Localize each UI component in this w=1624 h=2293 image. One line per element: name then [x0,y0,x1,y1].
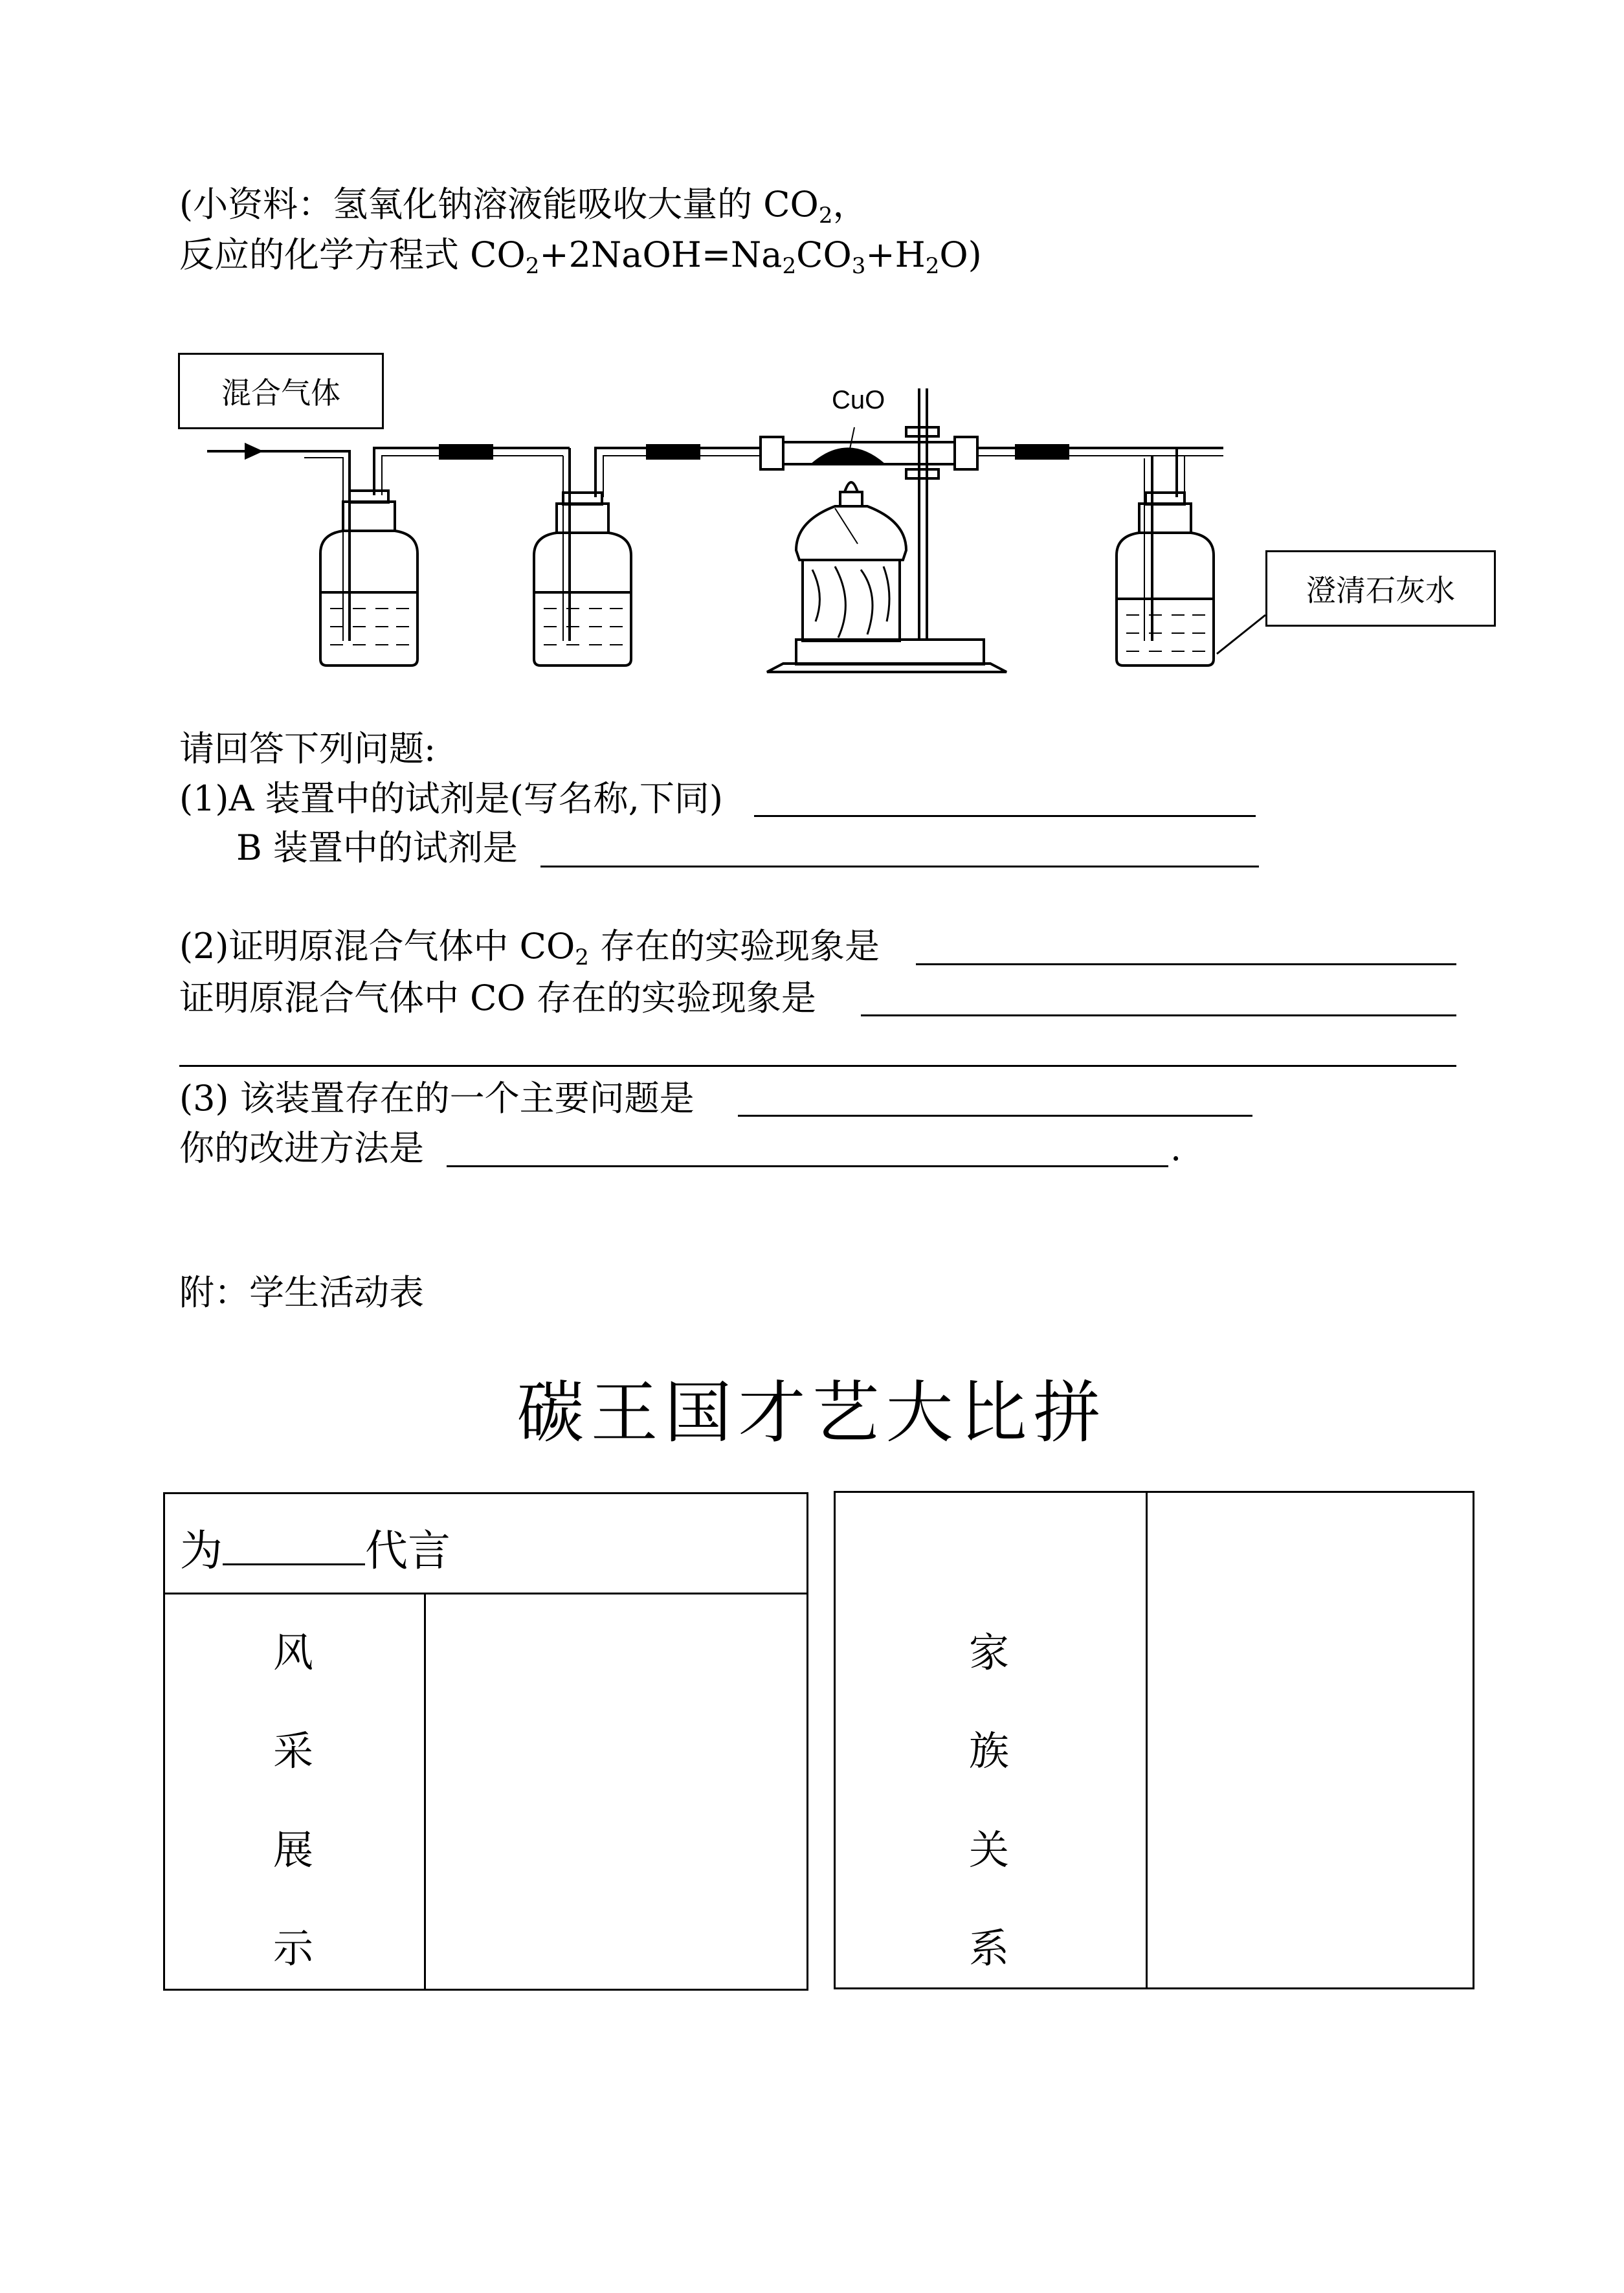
side-char: 风 [273,1629,313,1676]
combustion-tube [761,427,977,469]
answer-blank-3b[interactable] [447,1165,1168,1167]
answer-blank-2c[interactable] [179,1065,1456,1067]
side-char: 系 [968,1925,1009,1972]
answer-blank-2b[interactable] [861,1014,1456,1016]
question-3b [179,1128,424,1169]
answer-blank-2a[interactable] [916,963,1456,965]
subscript: 3 [851,253,866,279]
subscript: 2 [575,945,589,970]
subscript: 2 [925,253,940,279]
limewater-label: 澄清石灰水 [1265,550,1496,627]
side-char: 族 [968,1727,1009,1774]
showcase-content-cell[interactable] [427,1596,806,1987]
bottle-b [534,448,647,666]
arrow-head-icon [246,445,260,458]
question-text: B 装置中的试剂是 [236,827,518,868]
side-char: 家 [968,1629,1009,1676]
answer-blank-1b[interactable] [540,866,1259,867]
subscript: 2 [818,203,833,229]
note-text: CO [796,234,852,275]
question-text: (3) 该装置存在的一个主要问题是 [179,1078,695,1119]
question-2a [179,926,880,970]
appendix-label: 附：学生活动表 [179,1272,424,1313]
question-1a [179,778,723,820]
note-text: ， [832,184,868,225]
side-char: 展 [273,1826,313,1874]
question-text: 证明原混合气体中 CO 存在的实验现象是 [179,978,816,1018]
header-text: 代言 [365,1526,450,1576]
header-text: 为 [180,1526,223,1576]
note-line-2 [179,234,982,279]
note-text: +H [865,234,926,275]
period-mark: . [1170,1128,1182,1169]
note-text: O) [939,234,982,275]
note-text: 反应的化学方程式 CO [179,234,526,275]
activity-title: 碳王国才艺大比拼 [517,1373,1107,1452]
question-text: 你的改进方法是 [179,1128,424,1169]
answer-blank-3a[interactable] [738,1115,1252,1117]
mixed-gas-label: 混合气体 [178,353,384,429]
spokesperson-blank[interactable] [223,1527,365,1565]
question-text: (1)A 装置中的试剂是(写名称,下同) [179,778,723,819]
questions-intro: 请回答下列问题: [179,728,436,769]
answer-blank-1a[interactable] [754,815,1256,817]
subscript: 2 [525,253,540,279]
right-table-column-divider [1146,1491,1148,1989]
left-table-header-divider [163,1593,808,1594]
note-text: (小资料：氢氧化钠溶液能吸收大量的 CO [179,184,819,225]
left-table-column-divider [424,1593,426,1991]
cuo-label: CuO [832,386,885,414]
question-text: 存在的实验现象是 [588,926,880,967]
side-char: 示 [273,1925,313,1972]
question-1b [236,827,518,869]
question-text: (2)证明原混合气体中 CO [179,926,575,967]
family-relations-content-cell[interactable] [1149,1494,1471,1986]
spokesperson-header [180,1516,450,1578]
side-char: 采 [273,1727,313,1774]
note-line-1 [179,184,868,229]
bottle-c [1117,448,1223,666]
subscript: 2 [782,253,797,279]
bottle-a [259,448,440,666]
side-char: 关 [968,1826,1009,1874]
alcohol-lamp [796,482,906,560]
wood-block [803,560,900,641]
question-2b [179,978,816,1019]
question-3a [179,1078,695,1119]
note-text: +2NaOH=Na [539,234,783,275]
